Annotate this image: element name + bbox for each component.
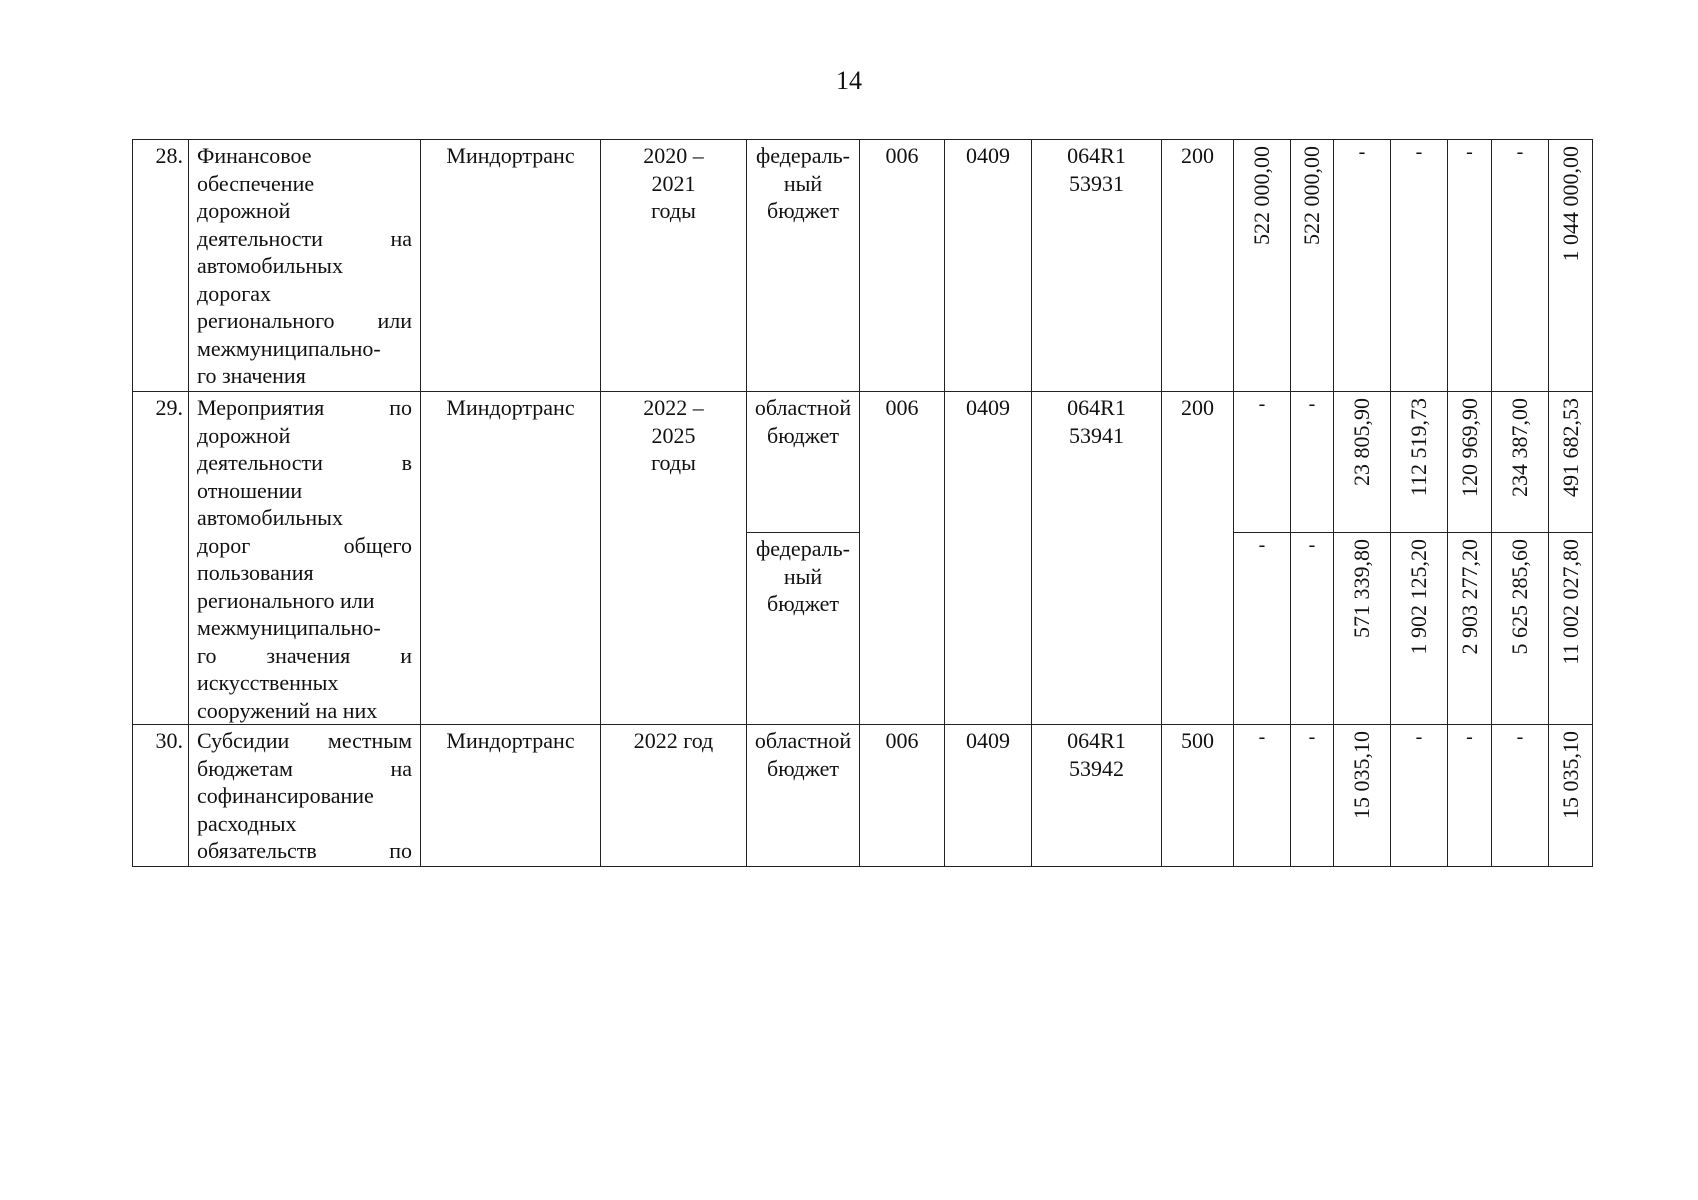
amount-value: 522 000,00 xyxy=(1249,146,1275,245)
period xyxy=(601,140,747,392)
executor: Миндортранс xyxy=(421,725,601,867)
measure-description xyxy=(189,725,421,867)
row-number: 29. xyxy=(133,392,189,725)
amount-year xyxy=(1334,725,1391,867)
text-line: го значения xyxy=(197,363,306,388)
dash-value: - xyxy=(1258,726,1266,748)
dash-value: - xyxy=(1415,141,1423,163)
amount-value: 1 044 000,00 xyxy=(1557,146,1583,262)
text-line: межмуниципально- xyxy=(197,615,381,640)
text-line: годы xyxy=(651,198,696,223)
text-line: сооружений на них xyxy=(197,697,378,723)
measure-description xyxy=(189,392,421,725)
text-line: 53942 xyxy=(1069,755,1124,781)
target-article-code xyxy=(1032,392,1162,725)
text-line: 2021 xyxy=(651,170,696,196)
amount-year xyxy=(1391,392,1448,533)
executor: Миндортранс xyxy=(421,140,601,392)
amount-year xyxy=(1391,533,1448,725)
text-line: годы xyxy=(651,450,696,475)
text-line: бюджет xyxy=(767,591,839,617)
amount-year xyxy=(1334,140,1391,392)
budget-source xyxy=(747,725,860,867)
table-row xyxy=(133,725,1593,867)
dash-value: - xyxy=(1258,534,1266,557)
text-line: межмуниципально- xyxy=(197,335,381,361)
amount-total xyxy=(1549,140,1593,392)
table-row xyxy=(133,392,1593,533)
amount-value: 112 519,73 xyxy=(1406,398,1432,497)
dash-value: - xyxy=(1466,141,1473,163)
row-number: 28. xyxy=(133,140,189,392)
amount-year xyxy=(1492,725,1549,867)
budget-source xyxy=(747,392,860,533)
executor: Миндортранс xyxy=(421,392,601,725)
text-line: деятельности на xyxy=(197,225,412,251)
grbs-code: 006 xyxy=(860,725,945,867)
amount-year xyxy=(1234,392,1291,533)
dash-value: - xyxy=(1308,393,1316,415)
row-number: 30. xyxy=(133,725,189,867)
text-line: федераль- xyxy=(756,536,850,562)
text-line: дорогах xyxy=(197,280,271,306)
section-code: 0409 xyxy=(945,140,1032,392)
amount-year xyxy=(1391,140,1448,392)
target-article-code xyxy=(1032,140,1162,392)
amount-year xyxy=(1234,725,1291,867)
text-line: автомобильных xyxy=(197,505,343,530)
amount-value: 23 805,90 xyxy=(1349,398,1375,486)
amount-year xyxy=(1492,392,1549,533)
amount-year xyxy=(1234,533,1291,725)
amount-year xyxy=(1334,392,1391,533)
text-line: пользования xyxy=(197,560,314,585)
dash-value: - xyxy=(1358,141,1366,163)
dash-value: - xyxy=(1258,393,1266,415)
amount-total xyxy=(1549,392,1593,533)
text-line: бюджетам на xyxy=(197,755,412,781)
text-line: софинансирование xyxy=(197,783,374,808)
text-line: 53931 xyxy=(1069,170,1124,196)
dash-value: - xyxy=(1415,726,1423,748)
amount-value: 15 035,10 xyxy=(1557,731,1583,819)
period xyxy=(601,725,747,867)
dash-value: - xyxy=(1516,141,1524,163)
amount-year xyxy=(1492,140,1549,392)
budget-source xyxy=(747,533,860,725)
text-line: Мероприятия по xyxy=(197,395,412,420)
text-line: расходных xyxy=(197,810,297,836)
page-number: 14 xyxy=(836,66,862,95)
text-line: дорог общего xyxy=(197,532,412,558)
text-line: дорожной xyxy=(197,198,291,223)
text-line: 2022 – xyxy=(643,395,704,420)
grbs-code: 006 xyxy=(860,140,945,392)
text-line: 064R1 xyxy=(1067,143,1126,168)
text-line: регионального или xyxy=(197,308,412,333)
amount-year xyxy=(1448,392,1492,533)
text-line: бюджет xyxy=(767,422,839,448)
text-line: 064R1 xyxy=(1067,395,1126,420)
amount-year xyxy=(1448,725,1492,867)
text-line: 53941 xyxy=(1069,422,1124,448)
amount-year xyxy=(1291,140,1334,392)
amount-year xyxy=(1291,725,1334,867)
amount-year xyxy=(1291,392,1334,533)
text-line: ный xyxy=(783,170,823,196)
amount-value: 571 339,80 xyxy=(1349,539,1375,639)
text-line: обязательств по xyxy=(197,838,412,863)
dash-value: - xyxy=(1466,726,1473,748)
text-line: областной xyxy=(754,395,852,420)
amount-total xyxy=(1549,533,1593,725)
expense-type-code: 200 xyxy=(1162,140,1234,392)
amount-value: 1 902 125,20 xyxy=(1406,539,1432,655)
amount-value: 522 000,00 xyxy=(1299,146,1325,245)
amount-year xyxy=(1334,533,1391,725)
text-line: го значения и xyxy=(197,642,412,668)
text-line: бюджет xyxy=(767,198,839,223)
text-line: Финансовое xyxy=(197,143,312,168)
amount-value: 15 035,10 xyxy=(1349,731,1375,819)
text-line: дорожной xyxy=(197,422,291,448)
amount-value: 234 387,00 xyxy=(1507,398,1533,497)
section-code: 0409 xyxy=(945,392,1032,725)
text-line: 2022 год xyxy=(633,728,714,753)
text-line: автомобильных xyxy=(197,253,343,278)
amount-year xyxy=(1391,725,1448,867)
text-line: деятельности в xyxy=(197,450,412,475)
text-line: 064R1 xyxy=(1067,728,1126,753)
section-code: 0409 xyxy=(945,725,1032,867)
amount-year xyxy=(1448,140,1492,392)
period xyxy=(601,392,747,725)
dash-value: - xyxy=(1308,726,1316,748)
measure-description xyxy=(189,140,421,392)
amount-value: 491 682,53 xyxy=(1557,398,1583,497)
text-line: искусственных xyxy=(197,670,339,695)
text-line: Субсидии местным xyxy=(197,728,412,753)
amount-total xyxy=(1549,725,1593,867)
expense-type-code: 500 xyxy=(1162,725,1234,867)
text-line: областной xyxy=(754,728,852,753)
text-line: федераль- xyxy=(756,143,850,168)
dash-value: - xyxy=(1516,726,1524,748)
grbs-code: 006 xyxy=(860,392,945,725)
amount-year xyxy=(1291,533,1334,725)
budget-table xyxy=(132,139,1593,867)
text-line: отношении xyxy=(197,477,303,503)
amount-value: 120 969,90 xyxy=(1456,398,1482,497)
text-line: 2020 – xyxy=(643,143,704,168)
budget-source xyxy=(747,140,860,392)
text-line: 2025 xyxy=(651,422,696,448)
text-line: обеспечение xyxy=(197,170,315,196)
dash-value: - xyxy=(1308,534,1316,557)
text-line: регионального или xyxy=(197,587,375,613)
amount-value: 11 002 027,80 xyxy=(1557,539,1583,665)
amount-year xyxy=(1234,140,1291,392)
expense-type-code: 200 xyxy=(1162,392,1234,725)
table-row xyxy=(133,140,1593,392)
text-line: бюджет xyxy=(767,755,839,781)
amount-value: 5 625 285,60 xyxy=(1507,539,1533,655)
text-line: ный xyxy=(783,563,823,589)
amount-year xyxy=(1448,533,1492,725)
amount-year xyxy=(1492,533,1549,725)
amount-value: 2 903 277,20 xyxy=(1456,539,1482,655)
target-article-code xyxy=(1032,725,1162,867)
